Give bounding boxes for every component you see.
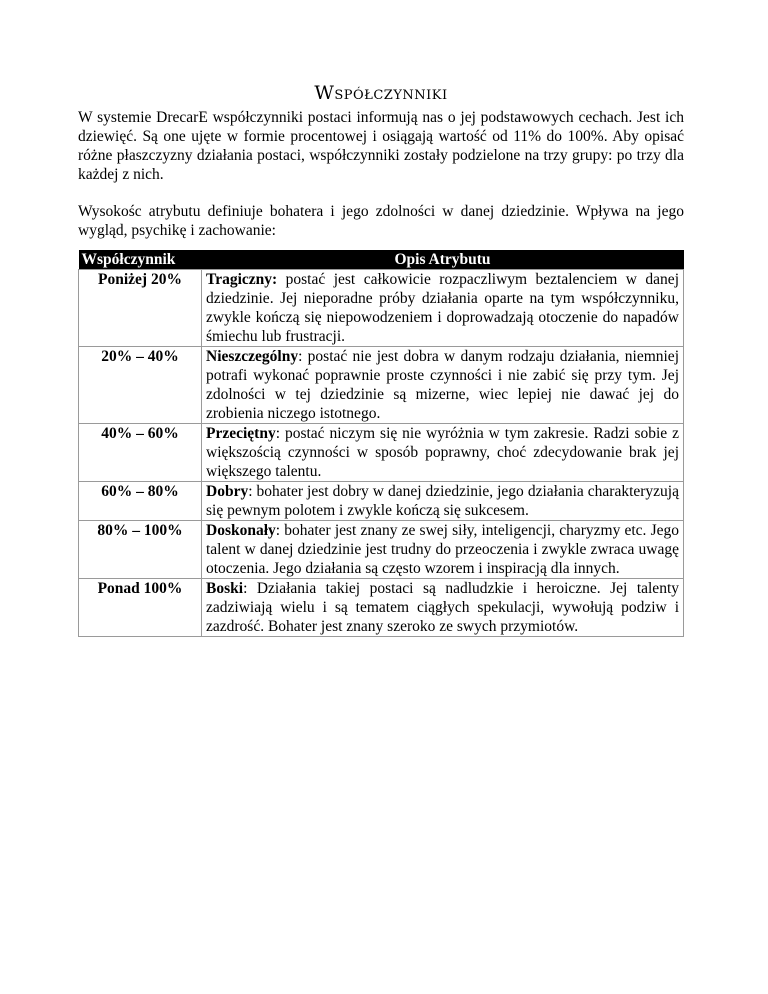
table-row: [79, 579, 684, 637]
row-range: 60% – 80%: [79, 482, 202, 521]
attribute-table: [78, 250, 684, 637]
table-row: [79, 521, 684, 579]
row-term: Nieszczególny: [206, 348, 299, 365]
row-description: [202, 347, 684, 424]
header-description: Opis Atrybutu: [202, 250, 684, 270]
row-description: [202, 270, 684, 347]
row-range: 80% – 100%: [79, 521, 202, 579]
row-text: : postać niczym się nie wyróżnia w tym zakresie. Radzi sobie z większością czynności w sposób poprawny, choć zdecydowanie brak jej większego talentu.: [206, 425, 679, 480]
row-term: Tragiczny:: [206, 271, 278, 288]
document-title: Współczynniki: [314, 82, 448, 104]
table-row: [79, 270, 684, 347]
table-header: [79, 250, 684, 270]
row-text: postać jest całkowicie rozpaczliwym beztalenciem w danej dziedzinie. Jej nieporadne próby działania oparte na tym współczynniku, zwykle kończą się niepowodzeniem i doprowadzają otoczenie do napadów śmiechu lub frustracji.: [206, 271, 679, 345]
row-description: [202, 424, 684, 482]
row-description: [202, 482, 684, 521]
header-coefficient: Współczynnik: [79, 250, 202, 270]
table-row: [79, 424, 684, 482]
attribute-paragraph: Wysokośc atrybutu definiuje bohatera i jego zdolności w danej dziedzinie. Wpływa na jego wygląd, psychikę i zachowanie:: [78, 203, 684, 239]
document-page: [78, 82, 684, 637]
row-range: 40% – 60%: [79, 424, 202, 482]
row-text: : postać nie jest dobra w danym rodzaju działania, niemniej potrafi wykonać poprawnie proste czynności i nie zabić się przy tym. Jej zdolności w tej dziedzinie są mizerne, wiec lepiej nie dawać jej do zrobienia niczego istotnego.: [206, 348, 679, 422]
row-term: Boski: [206, 580, 244, 597]
row-range: Poniżej 20%: [79, 270, 202, 347]
row-term: Dobry: [206, 483, 249, 500]
row-description: [202, 521, 684, 579]
row-description: [202, 579, 684, 637]
row-text: : Działania takiej postaci są nadludzkie i heroiczne. Jej talenty zadziwiają wielu i są tematem ciągłych spekulacji, wywołują podziw i zazdrość. Bohater jest znany szeroko ze swych przymiotów.: [206, 580, 679, 635]
row-text: : bohater jest dobry w danej dziedzinie, jego działania charakteryzują się pewnym polotem i zwykle kończą się sukcesem.: [206, 483, 679, 519]
row-term: Doskonały: [206, 522, 276, 539]
row-text: : bohater jest znany ze swej siły, inteligencji, charyzmy etc. Jego talent w danej dziedzinie jest trudny do przeoczenia i zwykle zwraca uwagę otoczenia. Jego działania są często wzorem i inspiracją dla innych.: [206, 522, 679, 577]
table-row: [79, 347, 684, 424]
row-term: Przeciętny: [206, 425, 276, 442]
row-range: 20% – 40%: [79, 347, 202, 424]
row-range: Ponad 100%: [79, 579, 202, 637]
intro-paragraph: W systemie DrecarE współczynniki postaci informują nas o jej podstawowych cechach. Jest ich dziewięć. Są one ujęte w formie procentowej i osiągają wartość od 11% do 100%. Aby opisać różne płaszczyzny działania postaci, współczynniki zostały podzielone na trzy grupy: po trzy dla każdej z nich.: [78, 109, 684, 183]
table-body: [79, 270, 684, 637]
table-header-row: [79, 250, 684, 270]
table-row: [79, 482, 684, 521]
